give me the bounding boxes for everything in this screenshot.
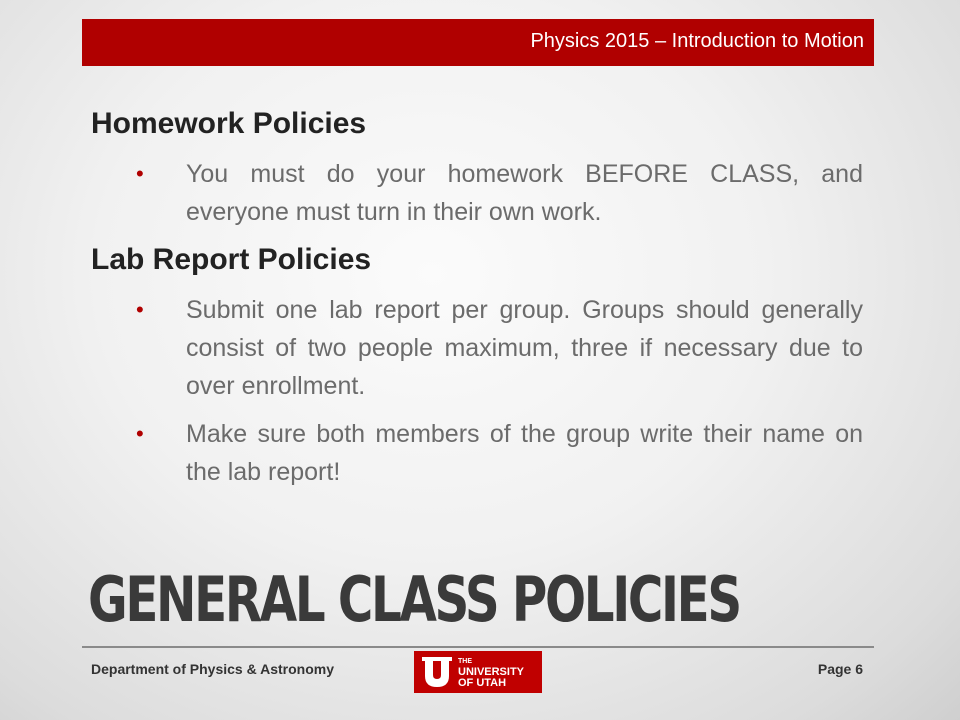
slide-title: GENERAL CLASS POLICIES: [88, 563, 740, 636]
list-item: [91, 291, 863, 405]
department-name: Department of Physics & Astronomy: [91, 661, 334, 677]
bullet-text: You must do your homework BEFORE CLASS, and everyone must turn in their own work.: [186, 160, 863, 226]
list-item: [91, 155, 863, 231]
logo-line-the: THE: [458, 657, 472, 665]
bullet-text: Submit one lab report per group. Groups should generally consist of two people maximum, three if necessary due to over enrollment.: [186, 296, 863, 400]
slide-content: [91, 103, 863, 491]
homework-policies-heading: Homework Policies: [91, 107, 367, 140]
logo-text: [458, 656, 524, 689]
lab-report-policies-list: [91, 291, 863, 491]
course-title: Physics 2015 – Introduction to Motion: [530, 30, 864, 52]
page-number: Page 6: [817, 661, 863, 677]
university-logo: [414, 651, 542, 693]
bullet-icon: •: [136, 297, 144, 322]
bullet-icon: •: [136, 421, 144, 446]
logo-line-university: UNIVERSITY: [458, 665, 525, 678]
lab-report-policies-heading: Lab Report Policies: [91, 243, 372, 276]
footer-divider: [82, 646, 874, 648]
list-item: [91, 415, 863, 491]
header-bar: [82, 19, 874, 66]
homework-policies-list: [91, 155, 863, 231]
block-u-icon: [422, 657, 452, 687]
logo-line-of-utah: OF UTAH: [458, 676, 507, 689]
bullet-icon: •: [136, 161, 144, 186]
bullet-text: Make sure both members of the group write their name on the lab report!: [186, 420, 863, 486]
